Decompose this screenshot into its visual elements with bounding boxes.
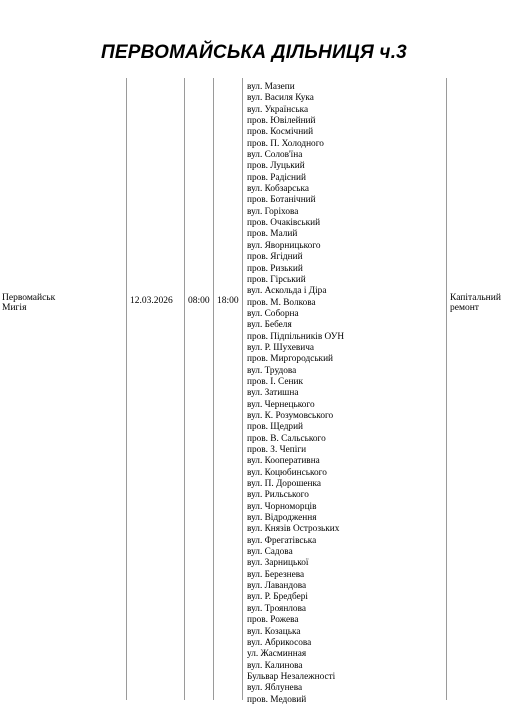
reason-cell	[450, 293, 501, 313]
column-divider	[184, 78, 185, 700]
street-item: вул. Аскольда і Діра	[247, 286, 327, 297]
street-item: пров. Луцький	[247, 161, 305, 172]
street-item: пров. З. Чепіги	[247, 445, 307, 455]
street-item: вул. Соборна	[247, 308, 299, 319]
street-item: вул. Абрикосова	[247, 637, 312, 648]
street-item: пров. Ювілейний	[247, 116, 316, 127]
street-item: вул. Чорноморців	[247, 501, 317, 512]
street-item: вул. Садова	[247, 547, 293, 558]
street-item: вул. Відродження	[247, 513, 317, 524]
street-item: пров. Ягідний	[247, 252, 303, 263]
location-cell	[2, 293, 55, 313]
location-line: Первомайськ	[2, 293, 56, 303]
street-item: пров. Щедрий	[247, 422, 304, 433]
street-item: вул. Бебеля	[247, 320, 292, 331]
street-item: вул. Трудова	[247, 365, 297, 376]
street-item: вул. Фрегатівська	[247, 535, 317, 546]
street-item: пров. Ризький	[247, 263, 303, 274]
street-item: пров. Очаківський	[247, 218, 321, 229]
street-item: пров. Радісний	[247, 172, 306, 183]
street-item: вул. П. Дорошенка	[247, 479, 322, 490]
street-item: вул. Солов'їна	[247, 150, 303, 161]
street-item: пров. Підпільників ОУН	[247, 331, 345, 342]
street-item: вул. К. Розумовського	[247, 410, 334, 421]
street-item: пров. Космічний	[247, 127, 314, 138]
street-item: вул. Мазепи	[247, 82, 295, 92]
column-divider	[126, 78, 127, 700]
street-item: пров. Рожева	[247, 615, 299, 626]
start-time-cell: 08:00	[188, 296, 210, 306]
street-item: пров. В. Сальського	[247, 433, 326, 444]
street-item: пров. М. Волкова	[247, 297, 316, 308]
street-list	[247, 82, 437, 706]
street-item: Бульвар Незалежності	[247, 671, 336, 682]
street-item: вул. Коцюбинського	[247, 467, 327, 478]
street-item: вул. Українська	[247, 104, 309, 115]
street-item: пров. Малий	[247, 229, 298, 240]
street-item: вул. Затишна	[247, 388, 299, 399]
street-item: вул. Р. Шухевича	[247, 342, 314, 353]
reason-line: ремонт	[450, 303, 479, 313]
street-item: пров. І. Сеник	[247, 376, 303, 387]
street-item: вул. Чернецького	[247, 399, 315, 410]
street-item: вул. Рильського	[247, 490, 309, 501]
street-item: пров. Гірський	[247, 274, 306, 285]
street-item: ул. Жасминная	[247, 649, 307, 660]
street-item: пров. Миргородський	[247, 354, 334, 365]
street-item: вул. Троянлова	[247, 603, 306, 614]
column-divider	[446, 78, 447, 700]
street-item: пров. П. Холодного	[247, 138, 324, 149]
column-divider	[213, 78, 214, 700]
street-item: вул. Яблунева	[247, 683, 303, 694]
page-title: ПЕРВОМАЙСЬКА ДІЛЬНИЦЯ ч.3	[101, 42, 407, 63]
street-item: вул. Козацька	[247, 626, 301, 637]
street-item: вул. Горіхова	[247, 206, 299, 217]
street-item: вул. Зарницької	[247, 558, 309, 569]
street-item: вул. Яворницького	[247, 240, 321, 251]
reason-line: Капітальний	[450, 293, 501, 303]
end-time-cell: 18:00	[217, 296, 239, 306]
street-item: пров. Медовий	[247, 694, 307, 705]
street-item: вул. Кобзарська	[247, 184, 310, 195]
location-line: Мигія	[2, 303, 27, 313]
street-item: вул. Р. Бредбері	[247, 592, 308, 603]
street-item: вул. Березнева	[247, 569, 305, 580]
date-cell: 12.03.2026	[130, 296, 173, 306]
column-divider	[242, 78, 243, 700]
street-item: пров. Ботанічний	[247, 195, 316, 206]
street-item: вул. Князів Острозьких	[247, 524, 340, 535]
street-item: вул. Кооперативна	[247, 456, 320, 467]
street-item: вул. Лавандова	[247, 581, 307, 592]
street-item: вул. Василя Кука	[247, 93, 314, 104]
street-item: вул. Калинова	[247, 660, 303, 671]
